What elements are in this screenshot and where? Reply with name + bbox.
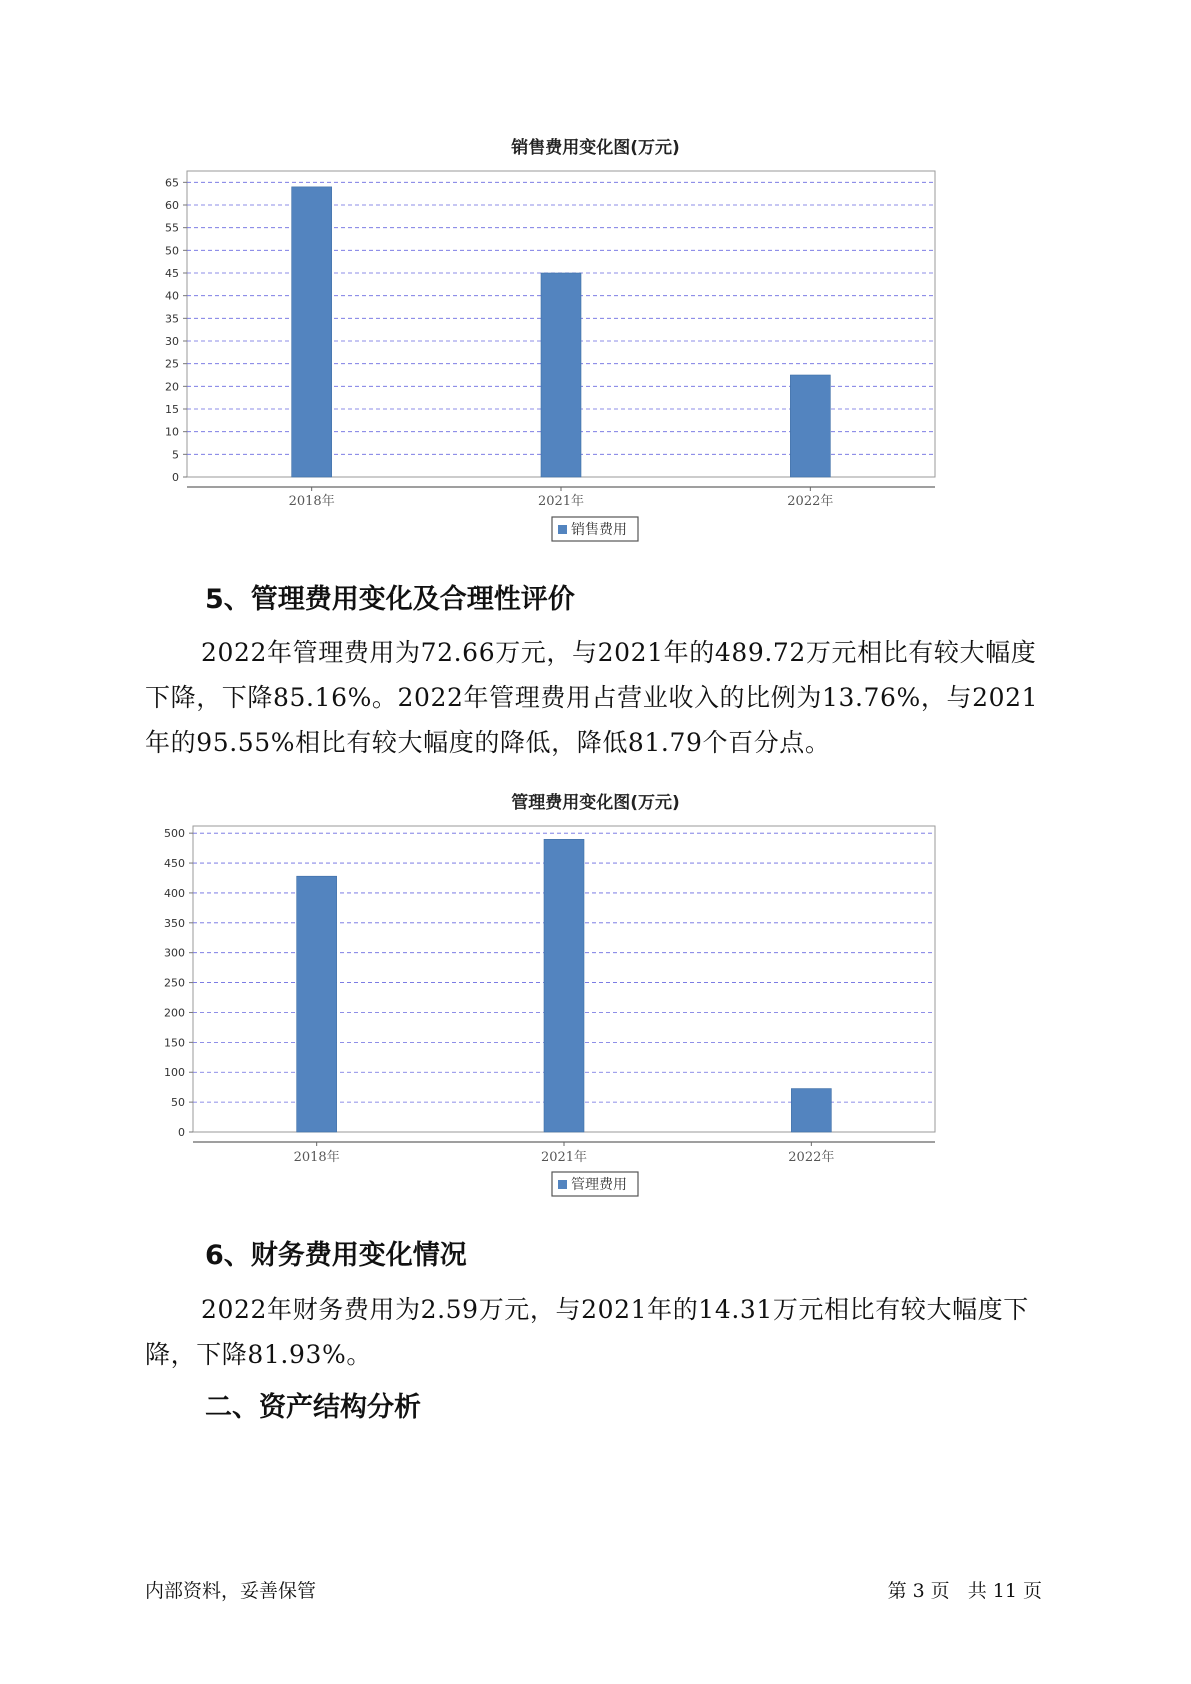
section-5-paragraph: 2022年管理费用为72.66万元，与2021年的489.72万元相比有较大幅度下降，下降85.16%。2022年管理费用占营业收入的比例为13.76%，与2021年的95.55%相比有较大幅度的降低，降低81.79个百分点。: [145, 638, 1039, 757]
legend-label: 销售费用: [571, 522, 627, 538]
y-tick-label: 450: [164, 857, 185, 871]
section-5-heading: 5、管理费用变化及合理性评价: [205, 584, 575, 615]
y-tick-label: 0: [178, 1126, 185, 1139]
bar: [544, 839, 584, 1132]
page-prefix: 第: [887, 1580, 907, 1602]
x-tick-label: 2018年: [288, 494, 335, 509]
y-tick-label: 50: [165, 244, 179, 258]
y-tick-label: 55: [165, 221, 179, 235]
y-tick-label: 35: [165, 312, 179, 326]
footer-page-number: [885, 1576, 1045, 1603]
y-tick-label: 150: [164, 1036, 185, 1050]
y-tick-label: 300: [164, 946, 185, 960]
bar: [292, 187, 332, 477]
x-tick-label: 2022年: [788, 1150, 835, 1165]
y-tick-label: 25: [165, 357, 179, 371]
y-tick-label: 200: [164, 1006, 185, 1020]
chart-title-sales: 销售费用变化图(万元): [511, 138, 680, 158]
bar: [790, 375, 830, 477]
bar: [791, 1089, 831, 1132]
y-tick-label: 10: [165, 425, 179, 439]
section-6-paragraph: 2022年财务费用为2.59万元，与2021年的14.31万元相比有较大幅度下降，下降81.93%。: [145, 1295, 1029, 1369]
page-label: 页: [930, 1580, 950, 1602]
x-tick-label: 2021年: [540, 1150, 588, 1165]
y-tick-label: 40: [165, 289, 179, 303]
y-tick-label: 100: [164, 1066, 185, 1080]
sales-expense-chart: [0, 165, 1191, 550]
total-pages-number: 11: [992, 1580, 1017, 1602]
section-6-heading: 6、财务费用变化情况: [205, 1240, 467, 1271]
y-tick-label: 250: [164, 976, 185, 990]
y-tick-label: 20: [165, 380, 179, 394]
legend-swatch: [558, 1180, 567, 1189]
y-tick-label: 350: [164, 916, 185, 930]
y-tick-label: 60: [165, 199, 179, 212]
y-tick-label: 65: [165, 176, 179, 190]
y-tick-label: 400: [164, 886, 185, 900]
y-tick-label: 15: [165, 403, 179, 416]
bar: [297, 876, 337, 1132]
total-prefix: 共: [967, 1580, 987, 1602]
part-2-heading: 二、资产结构分析: [205, 1392, 421, 1423]
y-tick-label: 45: [165, 267, 179, 280]
x-tick-label: 2022年: [787, 494, 834, 509]
admin-expense-chart: [0, 820, 1191, 1205]
x-tick-label: 2018年: [293, 1150, 340, 1165]
chart-title-admin: 管理费用变化图(万元): [511, 793, 680, 813]
x-tick-label: 2021年: [537, 494, 585, 509]
y-tick-label: 50: [171, 1096, 185, 1110]
bar: [541, 273, 581, 477]
y-tick-label: 0: [172, 471, 179, 484]
y-tick-label: 30: [165, 335, 179, 348]
y-tick-label: 5: [172, 448, 179, 462]
legend-swatch: [558, 525, 567, 534]
y-tick-label: 500: [164, 827, 185, 841]
footer-confidential-note: 内部资料，妥善保管: [145, 1580, 317, 1602]
current-page-number: 3: [912, 1580, 925, 1602]
legend-label: 管理费用: [571, 1177, 627, 1193]
total-label: 页: [1022, 1580, 1042, 1602]
